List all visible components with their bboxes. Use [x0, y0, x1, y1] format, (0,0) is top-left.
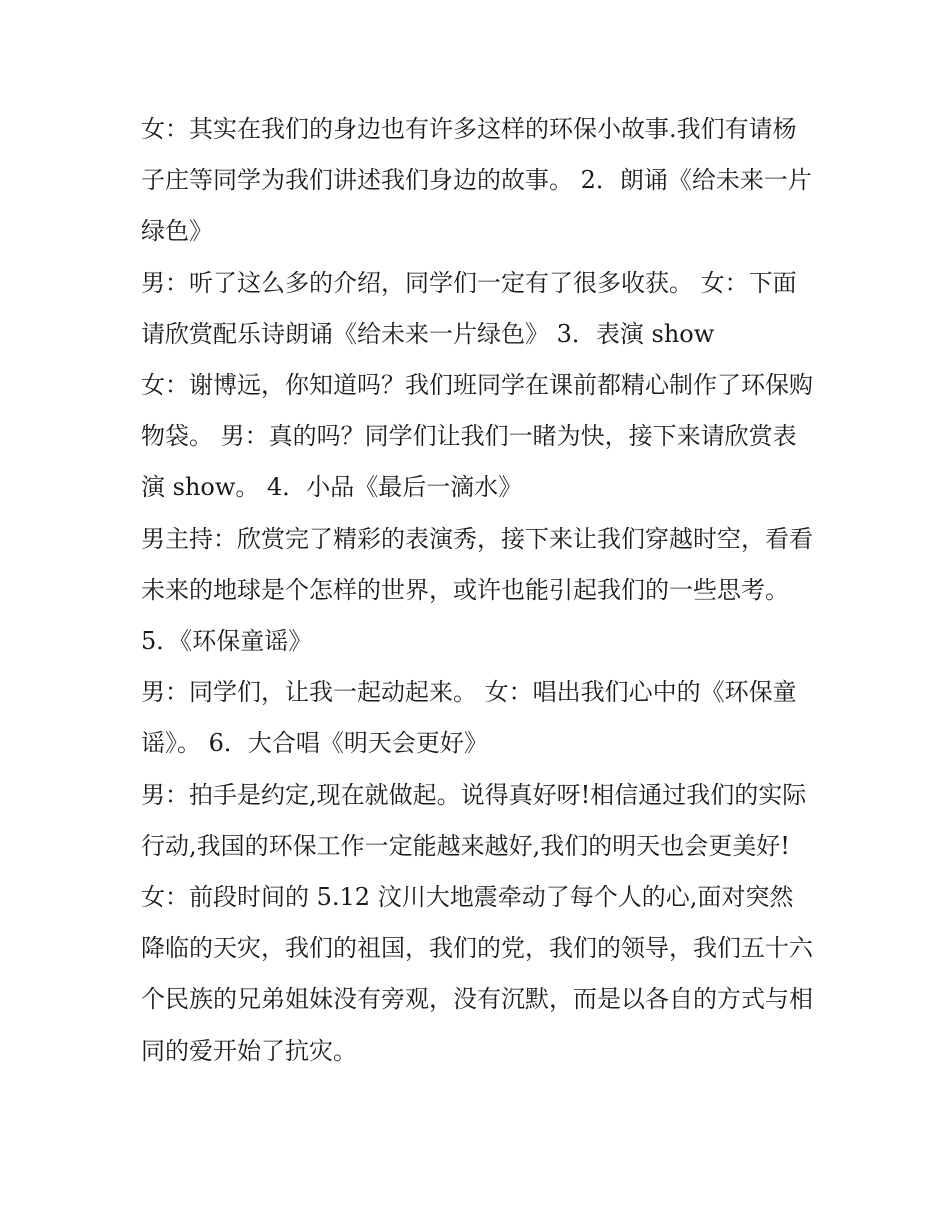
paragraph-earthquake-relief: 女：前段时间的 5.12 汶川大地震牵动了每个人的心,面对突然降临的天灾，我们的祖国，我们的党，我们的领导，我们五十六个民族的兄弟姐妹没有旁观，没有沉默，而是以各自的方式与相同的爱开始了抗灾。	[141, 883, 813, 1065]
document-body	[141, 104, 817, 1077]
paragraph-clapping-promise: 男：拍手是约定,现在就做起。说得真好呀!相信通过我们的实际行动,我国的环保工作一定能越来越好,我们的明天也会更美好!	[141, 780, 807, 860]
paragraph-shopping-bag-skit: 女：谢博远，你知道吗？我们班同学在课前都精心制作了环保购物袋。 男：真的吗？同学们让我们一睹为快，接下来请欣赏表演 show。 4．小品《最后一滴水》	[141, 371, 813, 502]
paragraph-poem-show: 男：听了这么多的介绍，同学们一定有了很多收获。 女：下面请欣赏配乐诗朗诵《给未来一片绿色》 3．表演 show	[141, 268, 797, 348]
paragraph-nursery-rhyme-chorus: 男：同学们，让我一起动起来。 女：唱出我们心中的《环保童谣》。 6．大合唱《明天会更好》	[141, 678, 797, 758]
paragraph-host-future-earth: 男主持：欣赏完了精彩的表演秀，接下来让我们穿越时空，看看未来的地球是个怎样的世界，或许也能引起我们的一些思考。 5．《环保童谣》	[141, 524, 813, 656]
paragraph-story-recitation: 女：其实在我们的身边也有许多这样的环保小故事.我们有请杨子庄等同学为我们讲述我们身边的故事。 2．朗诵《给未来一片绿色》	[141, 115, 812, 246]
